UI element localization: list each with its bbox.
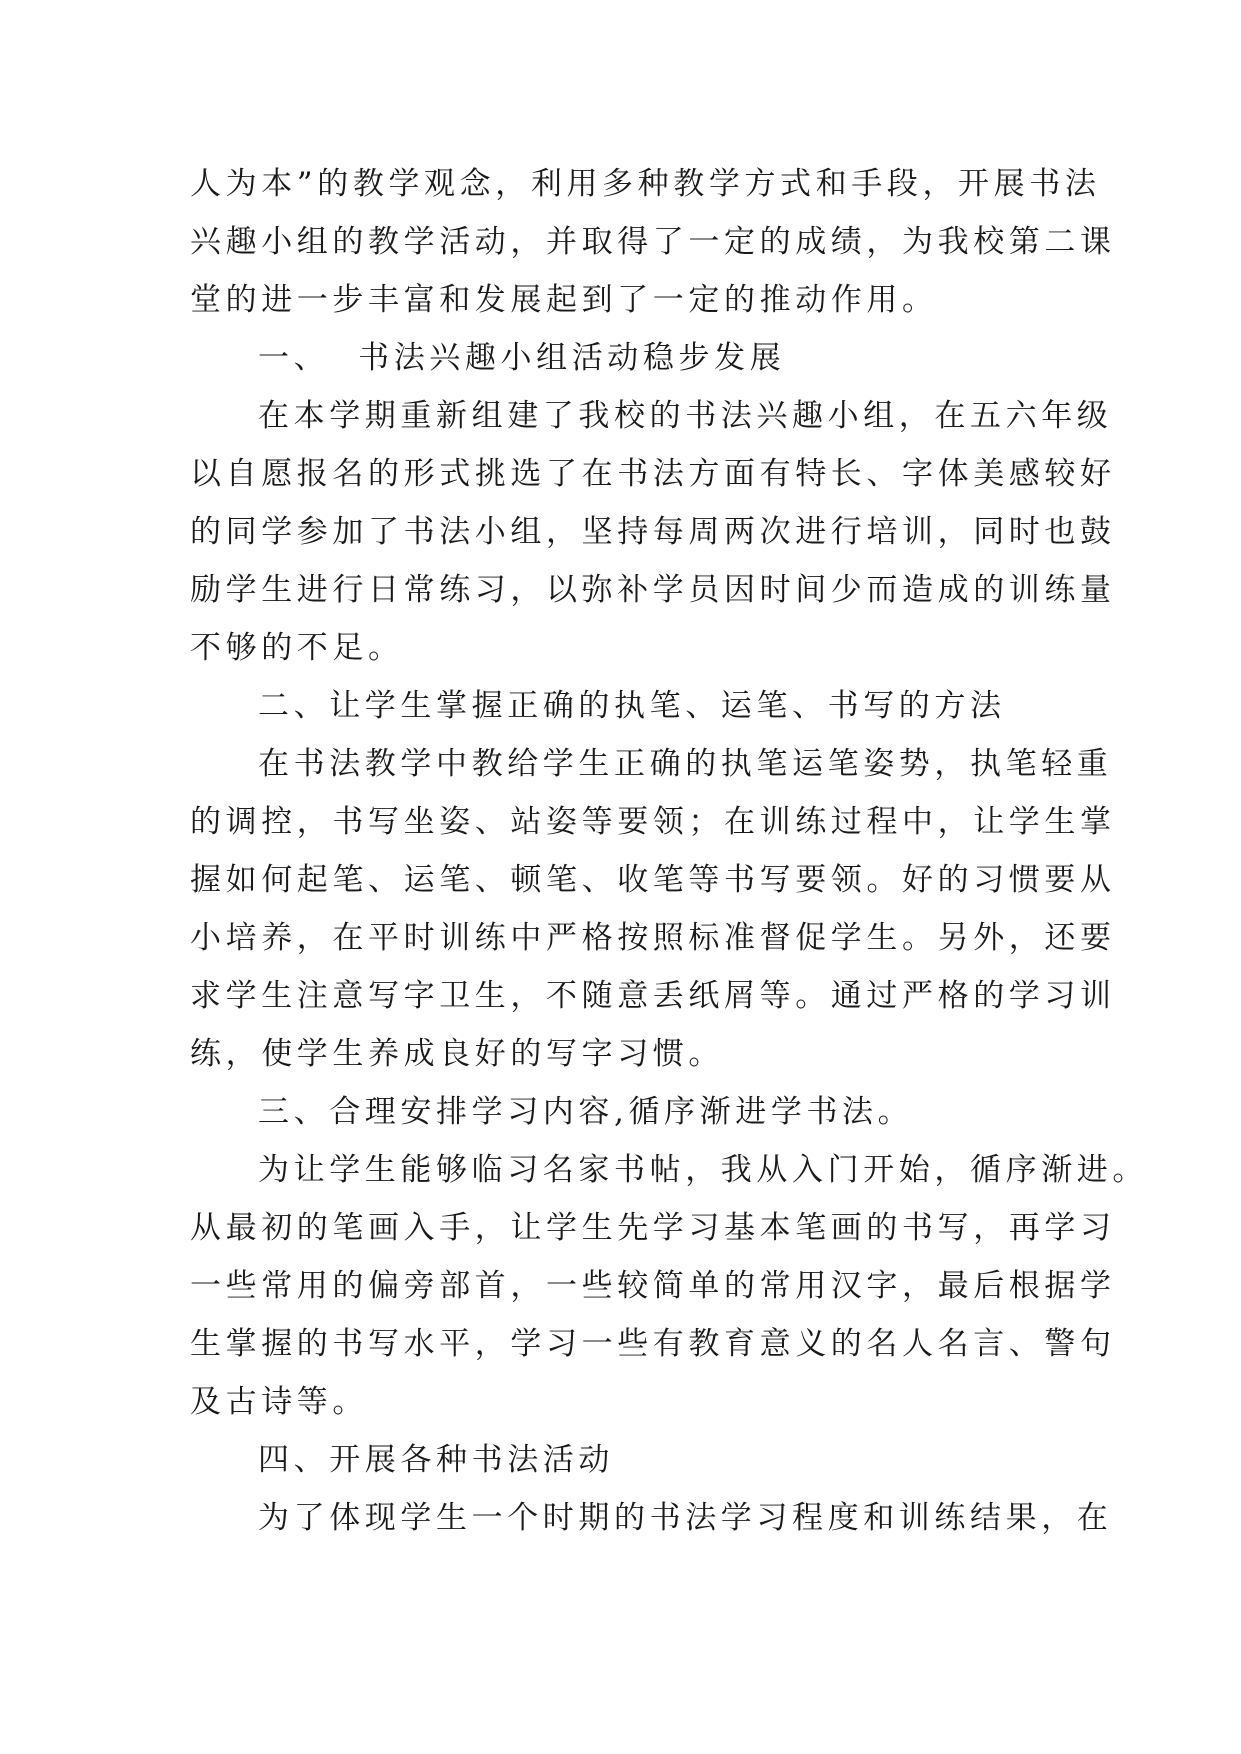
paragraph-line: 为了体现学生一个时期的书法学习程度和训练结果，在 [258,1500,1113,1536]
paragraph-line: 一些常用的偏旁部首，一些较简单的常用汉字，最后根据学 [190,1268,1116,1304]
paragraph-line: 生掌握的书写水平，学习一些有教育意义的名人名言、警句 [190,1326,1116,1362]
paragraph-line: 的调控，书写坐姿、站姿等要领；在训练过程中，让学生掌 [190,804,1116,840]
paragraph-line: 求学生注意写字卫生，不随意丢纸屑等。通过严格的学习训 [190,978,1116,1014]
paragraph-line: 在书法教学中教给学生正确的执笔运笔姿势，执笔轻重 [258,746,1113,782]
section-heading-1: 一、 书法兴趣小组活动稳步发展 [258,340,786,376]
paragraph-line: 为让学生能够临习名家书帖，我从入门开始，循序渐进。 [258,1152,1148,1188]
paragraph-line: 堂的进一步丰富和发展起到了一定的推动作用。 [190,282,938,318]
paragraph-line: 握如何起笔、运笔、顿笔、收笔等书写要领。好的习惯要从 [190,862,1116,898]
paragraph-line: 兴趣小组的教学活动，并取得了一定的成绩，为我校第二课 [190,224,1116,260]
paragraph-line: 励学生进行日常练习，以弥补学员因时间少而造成的训练量 [190,572,1116,608]
section-heading-4: 四、开展各种书法活动 [258,1442,614,1478]
paragraph-line: 人为本”的教学观念，利用多种教学方式和手段，开展书法 [190,166,1101,202]
paragraph-line: 的同学参加了书法小组，坚持每周两次进行培训，同时也鼓 [190,514,1116,550]
paragraph-line: 以自愿报名的形式挑选了在书法方面有特长、字体美感较好 [190,456,1116,492]
paragraph-line: 小培养，在平时训练中严格按照标准督促学生。另外，还要 [190,920,1116,956]
paragraph-line: 练，使学生养成良好的写字习惯。 [190,1036,724,1072]
paragraph-line: 从最初的笔画入手，让学生先学习基本笔画的书写，再学习 [190,1210,1116,1246]
section-heading-3: 三、合理安排学习内容,循序渐进学书法。 [258,1094,914,1130]
paragraph-line: 在本学期重新组建了我校的书法兴趣小组，在五六年级 [258,398,1113,434]
document-body [190,155,1148,1547]
paragraph-line: 及古诗等。 [190,1384,368,1420]
section-heading-2: 二、让学生掌握正确的执笔、运笔、书写的方法 [258,688,1006,724]
paragraph-line: 不够的不足。 [190,630,404,666]
